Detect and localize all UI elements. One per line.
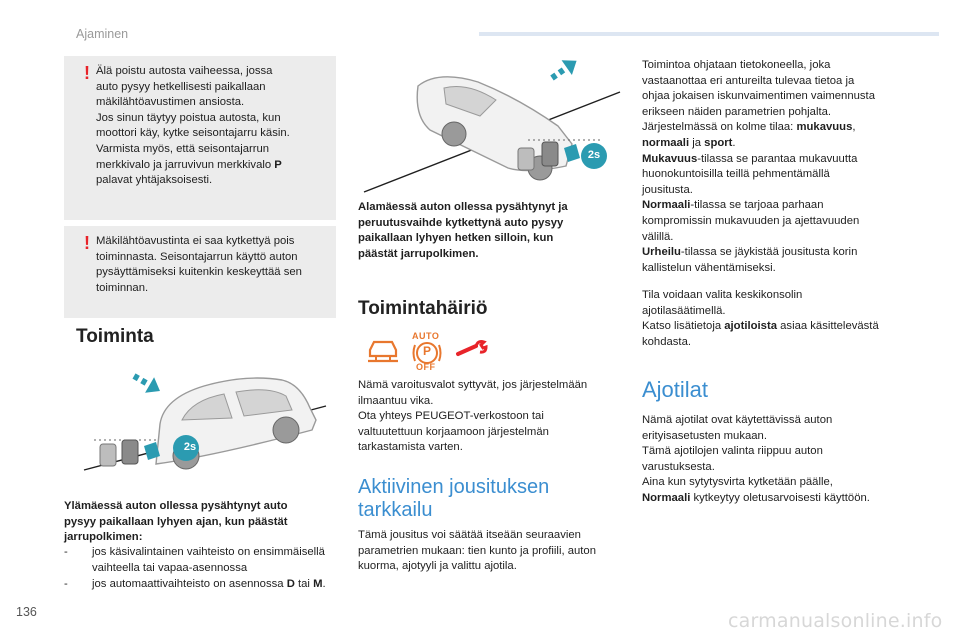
gear-d: D [286,578,295,590]
downhill-car-illustration [358,56,630,196]
text-line [642,491,870,507]
text-line [642,245,875,261]
text-line: Nämä varoitusvalot syttyvät, jos järjestelmään [358,379,588,391]
caption-line: pysyy paikallaan lyhyen ajan, kun päästät [64,515,288,528]
mode-sport: sport [704,136,733,149]
ajotilat-text [642,413,870,507]
badge-2s-left: 2s [183,441,197,453]
warning-bold-p: P [274,158,282,171]
fault-text [358,378,587,456]
selection-text [642,288,879,350]
text-line: valtuutettuun korjaamoon järjestelmän [358,425,549,438]
warning-exclamation-icon: ! [84,233,90,253]
text-part: -tilassa se tarjoaa parhaan [690,199,824,212]
suspension-warning-icon [366,336,400,364]
bullet-text: jos käsivalintainen vaihteisto on ensimmäisellä [92,546,325,558]
warning-line: Mäkilähtöavustinta ei saa kytkettyä pois [96,235,295,247]
text-line: Aina kun sytytysvirta kytketään päälle, [642,476,833,489]
bullet-text [92,577,326,593]
warning-text: merkkivalo ja jarruvivun merkkivalo [96,158,275,171]
warning-line: toiminnan. [96,281,149,294]
mode-normal: normaali [642,136,690,149]
caption-line: Ylämäessä auton ollessa pysähtynyt auto [64,500,288,512]
text-line: erityisasetusten mukaan. [642,429,767,442]
warning-line: moottori käy, kytke seisontajarru käsin. [96,127,290,140]
mode-comfort-bold: Mukavuus [642,152,698,165]
bullet-dash: - [64,578,68,590]
bullet-text: vaihteella tai vapaa-asennossa [92,561,248,574]
text-part: . [732,136,736,149]
text-part: ja [689,136,705,149]
heading-fault: Toimintahäiriö [358,298,488,319]
text-line: Nämä ajotilat ovat käytettävissä auton [642,414,833,426]
text-line: tarkastamista varten. [358,441,463,454]
ajotiloista-ref: ajotiloista [724,320,777,333]
text-line [642,319,879,335]
text-line [642,152,875,168]
text-line: ajotilasäätimellä. [642,304,726,317]
text-line: kallistelun vähentämiseksi. [642,261,776,274]
mode-sport-bold: Urheilu [642,246,681,259]
warning-exclamation-icon: ! [84,63,90,83]
heading-active-suspension [358,476,549,522]
control-text [642,58,875,276]
warning-line: toiminnasta. Seisontajarrun käyttö auton [96,250,298,263]
wrench-icon [456,340,488,360]
text-line [642,136,875,152]
caption-line: paikallaan lyhyen hetken silloin, kun [358,232,554,245]
text-line: kohdasta. [642,335,691,348]
bullet-text-part: tai [294,578,314,590]
warning-line: Älä poistu autosta vaiheessa, jossa [96,65,273,77]
text-line: ilmaantuu vika. [358,394,434,407]
warning-line: Jos sinun täytyy poistua autosta, kun [96,111,281,124]
text-part: , [852,121,856,134]
text-line: Toimintoa ohjataan tietokoneella, joka [642,59,831,71]
uphill-caption [64,499,288,546]
badge-2s-middle: 2s [587,149,601,161]
text-part: kytkeytyy oletusarvoisesti käyttöön. [690,491,870,504]
gear-m: M [313,578,323,590]
caption-line: jarrupolkimen: [64,531,143,544]
mode-comfort: mukavuus [796,121,853,134]
text-part: -tilassa se jäykistää jousitusta korin [680,246,858,259]
header-bar [479,32,939,36]
heading-ajotilat: Ajotilat [642,377,709,402]
bullet-text-part: . [322,578,326,590]
text-line: varustuksesta. [642,460,715,473]
off-label: OFF [416,362,436,372]
text-line: Ota yhteys PEUGEOT-verkostoon tai [358,410,544,423]
warning-line: pysäyttämiseksi kuitenkin keskeyttää sen [96,266,302,279]
caption-line: päästät jarrupolkimen. [358,247,479,260]
warning-box-1 [64,56,336,220]
bullet-dash: - [64,546,68,558]
downhill-caption [358,200,568,262]
warning-box-2 [64,226,336,318]
warning-line: palavat yhtäjaksoisesti. [96,174,213,187]
active-suspension-text [358,528,596,575]
park-p-label: P [422,344,431,358]
heading-line: tarkkailu [358,499,433,521]
warning-line: auto pysyy hetkellisesti paikallaan [96,80,266,93]
text-line: jousitusta. [642,183,693,196]
caption-line: peruutusvaihde kytkettynä auto pysyy [358,216,564,229]
text-line [642,120,875,136]
text-line: Tämä ajotilojen valinta riippuu auton [642,445,823,458]
text-line: parametrien mukaan: tien kunto ja profiili, auton [358,544,596,557]
text-line [642,198,875,214]
text-line: välillä. [642,230,674,243]
heading-line: Aktiivinen jousituksen [358,476,550,498]
text-part: asiaa käsittelevästä [777,320,879,333]
text-part: Järjestelmässä on kolme tilaa: [642,121,797,134]
warning-line: Varmista myös, että seisontajarrun [96,142,270,155]
warning-line [96,158,324,174]
caption-line: Alamäessä auton ollessa pysähtynyt ja [358,201,568,213]
text-line: Tämä jousitus voi säätää itseään seuraavien [358,529,581,541]
text-line: ohjaa jokaisen iskunvaimentimen vaimennusta [642,90,875,103]
uphill-car-illustration [64,360,336,490]
text-part: Katso lisätietoja [642,320,725,333]
text-part: -tilassa se parantaa mukavuutta [697,152,858,165]
text-line: vastaanottaa eri antureilta tulevaa tietoa ja [642,74,855,87]
bullet-text-part: jos automaattivaihteisto on asennossa [92,578,287,590]
text-line: kuorma, ajotyyli ja valittu ajotila. [358,560,517,573]
section-header: Ajaminen [76,27,129,41]
text-line: erikseen näiden parametrien pohjalta. [642,105,832,118]
mode-normal-bold: Normaali [642,199,691,212]
auto-label: AUTO [412,331,440,341]
watermark: carmanualsonline.info [728,610,943,632]
mode-normal-default: Normaali [642,491,691,504]
text-line: Tila voidaan valita keskikonsolin [642,289,803,301]
text-line: huonokuntoisilla teillä pehmentämällä [642,168,830,181]
heading-toiminta: Toiminta [76,326,154,347]
page-number: 136 [16,605,37,619]
warning-line: mäkilähtöavustimen ansiosta. [96,96,245,109]
text-line: kompromissin mukavuuden ja ajettavuuden [642,214,860,227]
